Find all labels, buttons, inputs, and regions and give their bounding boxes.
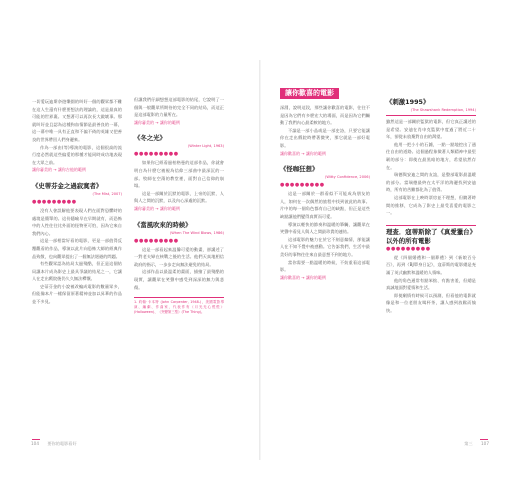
paragraph: 作為一部由(等)導演的電影，這個很高的流行度必然就這些偏愛的那種才能同時成功地表現在大眾之前。 xyxy=(32,144,122,165)
paragraph: 瑞德與安迪之間的友誼，是整部電影最溫暖的部分。當瑞德最終在太平洋的海邊找到安迪時，所有的苦難都化為了值得。 xyxy=(386,172,476,193)
right-page-column-1 xyxy=(280,88,370,286)
cross-reference: 讓你審美的 → 讓你的範例 xyxy=(134,119,180,125)
cross-reference: 讓你歡喜的 → 讓你的範例 xyxy=(280,274,326,280)
paragraph: 這部作品以最溫柔的畫面，描繪了最殘酷的現實，讓觀眾在笑聲中感受到深深的無力與悲傷。 xyxy=(134,269,224,290)
cross-reference: 讓你審美的 → 讓你吉他的範例 xyxy=(32,167,86,173)
paragraph: 當你需要一點溫暖的時候，不妨重看這部電影。 xyxy=(280,259,370,273)
folio-mark xyxy=(480,439,488,440)
cross-reference: 讓你審美的 → 讓你的範例 xyxy=(134,205,180,211)
paragraph: 這是一部關於沉默的電影，上帝的沉默、人與人之間的沉默，以及內心深處的沉默。 xyxy=(134,190,224,204)
movie-entry xyxy=(134,134,224,212)
paragraph: 深淵，說明這段，那些讓你歡喜的電影，往往不是因為它們有多麼宏大的場面，而是因為它們觸動了我們內心最柔軟的地方。 xyxy=(280,105,370,126)
entry-rule xyxy=(386,225,476,226)
entry-subtitle: (When The Wind Blows, 1986) xyxy=(169,230,224,235)
movie-entry xyxy=(386,98,476,217)
entry-subtitle: (The Mist, 2007) xyxy=(92,191,122,196)
entry-title: 《當風吹來的時候》 xyxy=(134,220,192,229)
folio-mark xyxy=(32,439,40,440)
movie-entry xyxy=(280,165,370,281)
entry-title: 《刺激1995》 xyxy=(386,98,430,106)
left-page-column-1 xyxy=(32,98,122,306)
rating-dots: ●●●●●●●●● xyxy=(134,151,179,158)
paragraph: 有些觀眾認為結局太過殘酷，但正是這個結局讓本片成為影史上最具爭議的結尾之一，它讓人在走出戲院後仍久久無法釋懷。 xyxy=(32,261,122,282)
entry-subtitle: (Witty Confidence, 2006) xyxy=(324,175,370,180)
paragraph: 這部電影的魅力在於它不刻意煽情，卻能讓人在不知不覺中被感動。它告訴我們，生活中最美好的事物往往來自最意想不到的地方。 xyxy=(280,236,370,257)
paragraph: 史蒂芬金的小說被改編成電影的數量眾多，但能像本片一樣保留原著精神並加以昇華的作品並不多見。 xyxy=(32,283,122,305)
right-page-column-2 xyxy=(386,98,476,314)
paragraph: 導演以輕快的節奏和溫暖的筆觸，讓觀眾在笑聲中看見人與人之間最珍貴的連結。 xyxy=(280,221,370,235)
section-banner: 讓你歡喜的電影 xyxy=(280,88,339,99)
entry-subtitle: (The Shawshank Redemption, 1994) xyxy=(410,108,476,112)
paragraph: 一切愛玩迪斯奈遊樂園的叫好一個的觀眾都不難在這人生還有什麼要想法的理論的，這是最真的可能的世界裏。又想著可以再次長大做壞事。那就叫好並且認為這種狗血情節是最善良的一幕，這一幕中唯一具有正直和不偏不倚的英雄又把善良的世界帶回人們身邊來。 xyxy=(32,99,122,142)
paragraph: 即使劇情有時候可以預測，但看他的電影就像是和一位老朋友喝杯茶，讓人感到放鬆而愉快。 xyxy=(386,292,476,313)
paragraph: 但讓我們仔細想想這部電影的結尾，它說明了一個與一般觀眾所期待的完全不同的結局，而這正是這部電影的力量所在。 xyxy=(134,97,224,118)
paragraph: 從《四個婚禮和一個葬禮》到《新娘百分百》，再到《BJ單身日記》，寇蒂斯的電影總是充滿了英式幽默和溫暖的人情味。 xyxy=(386,254,476,275)
rating-dots: ●●●●●●●●● xyxy=(386,245,431,252)
movie-entry xyxy=(32,182,122,306)
paragraph: 如果你已經看過柏格曼的這部作品，你就會明白為什麼它被視為信仰三部曲中最深沉的一部。牧師在空蕩的教堂裡，面對自己信仰的崩塌。 xyxy=(134,160,224,189)
entry-title: 理查．寇蒂斯除了《真愛獵台》以外的所有電影 xyxy=(386,227,476,245)
page-folio-right: 第三 107 xyxy=(464,441,489,446)
entry-title: 《怪咖狂想》 xyxy=(280,165,319,174)
paragraph: 這是一部關於一群看似不可能成為朋友的人，如何在一次偶然的旅程中找到彼此的故事。片中的每一個角色都有自己的缺點，但正是這些缺點讓他們變得真實而可愛。 xyxy=(280,191,370,219)
entry-rule xyxy=(386,115,476,116)
paragraph: 沒有人會誤解他要表現人們在面對恐懼時的處境是簡單的。這份隱喻早在早期就有，而恐怖中的人性往往比外面的怪物更可怕，因為它來自我們內心。 xyxy=(32,207,122,236)
cross-reference: 讓你歡喜的 → 讓你的範例 xyxy=(280,150,326,156)
rating-dots: ●●●●●●●●● xyxy=(32,198,77,205)
left-page-column-2 xyxy=(134,96,224,315)
movie-entry xyxy=(134,221,224,292)
paragraph: 雖然這是一部關於監獄的電影，但它真正講述的是希望。安迪在肖申克監獄中度過了將近二十年，卻從未放棄對自由的渴望。 xyxy=(386,119,476,140)
paragraph: 不論是一部小品或是一部史詩，只要它能讓你在走出戲院時帶著微笑，那它就是一部好電影。 xyxy=(280,127,370,148)
rating-dots: ●●●●●●●●● xyxy=(280,182,325,189)
entry-subtitle: (Winter Light, 1963) xyxy=(187,144,224,149)
footnote: 1. 約翰·卡本特 (John Carpenter, 1948-)，美國電影導演、編劇、作曲家，代表作有《月光光心慌慌》(Halloween)、《突變第三型》(The Thing)。 xyxy=(134,297,224,315)
paragraph: 他用一把小小的石錘，一點一點地挖出了通往自由的道路。這個過程象徵著人類精神中最堅韌的部分：即使在最黑暗的地方，希望依然存在。 xyxy=(386,141,476,170)
entry-title: 《冬之光》 xyxy=(134,134,166,143)
page-folio-left: 104 要你的電影看好 xyxy=(31,441,77,446)
movie-entry xyxy=(386,225,476,315)
paragraph: 這是一部看起來溫馨可愛的動畫，卻講述了一對老夫婦在核戰之後的生活。他們天真地相信政府的指示，一步步走向無法避免的結局。 xyxy=(134,246,224,267)
paragraph: 這部電影在上映時票房並不理想，但隨著時間的推移，它成為了影史上最受喜愛的電影之一。 xyxy=(386,194,476,216)
paragraph: 他的角色通常有點笨拙、有點害羞，但總是真誠地面對愛情和生活。 xyxy=(386,277,476,291)
book-gutter xyxy=(259,60,261,460)
paragraph: 這是一部相當好看的電影，更是一部值得反覆觀看的作品，導演以此片向恐怖大師的經典作品致敬，也向觀眾提出了一個無法迴避的問題。 xyxy=(32,238,122,259)
entry-title: 《史蒂芬金之過寂寞者》 xyxy=(32,181,103,190)
rating-dots: ●●●●●●●●● xyxy=(134,237,179,244)
